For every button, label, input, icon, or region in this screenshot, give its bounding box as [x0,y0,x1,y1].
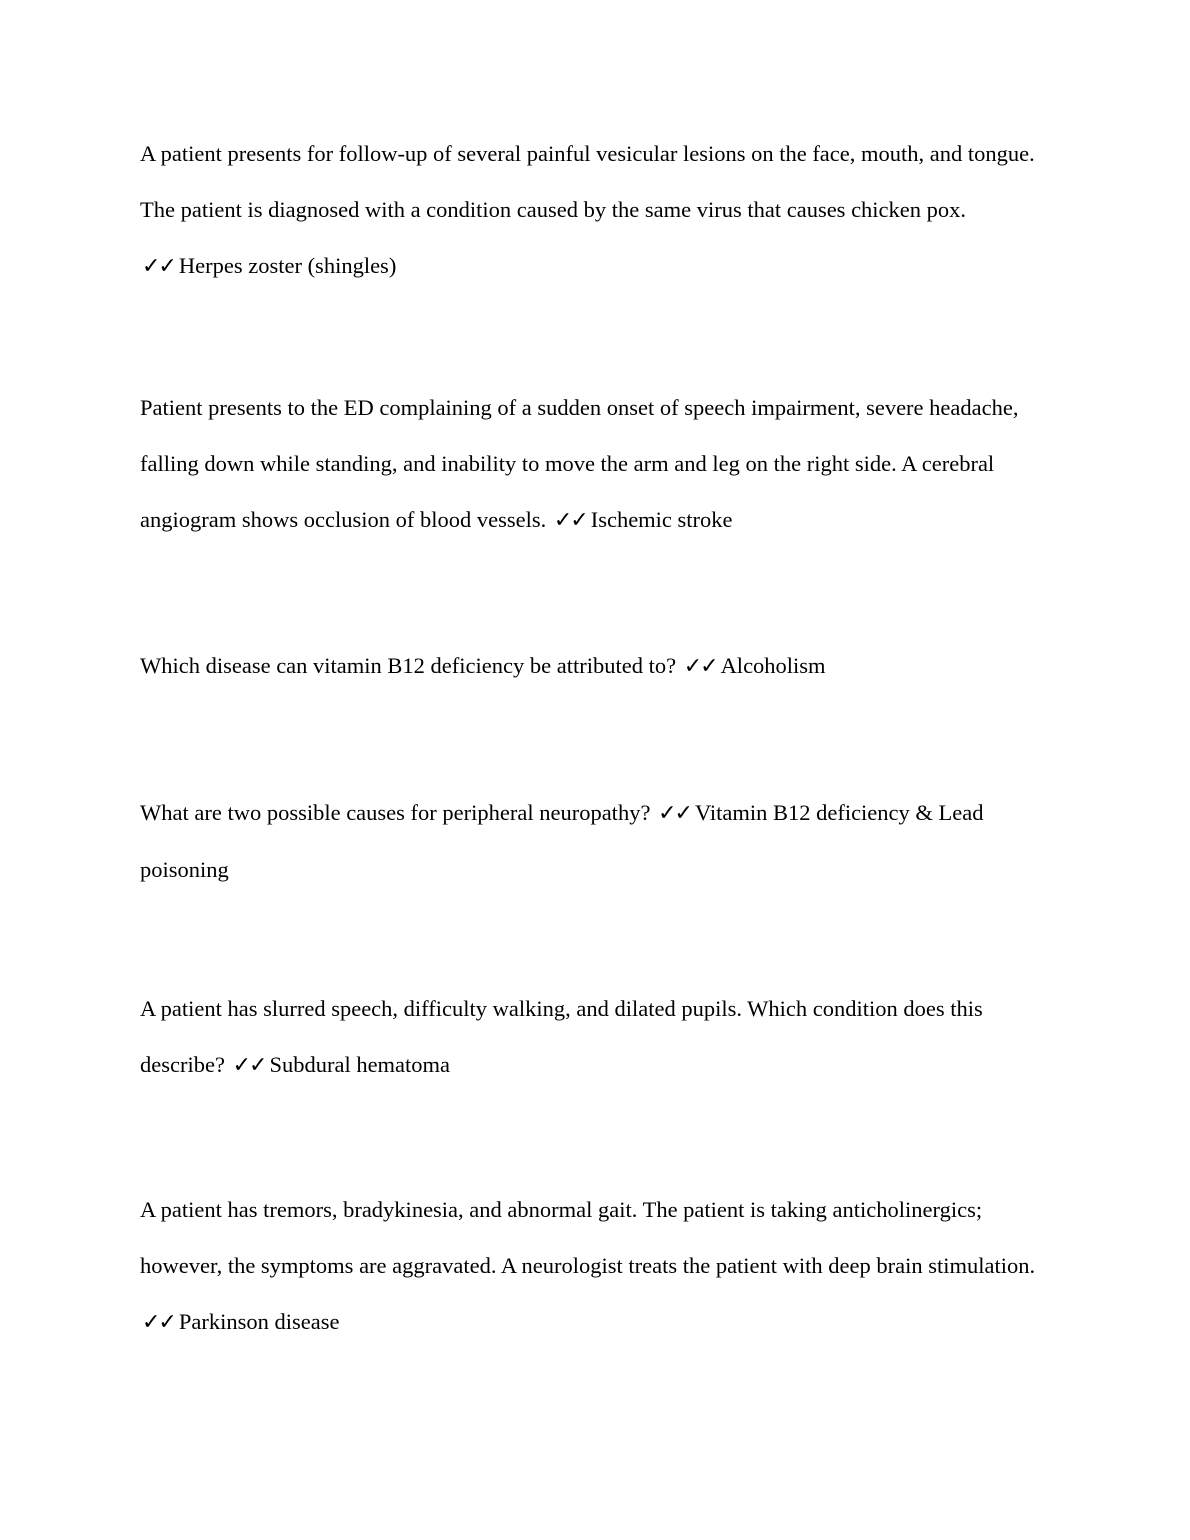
answer-text: Parkinson disease [178,1309,340,1334]
answer-text: Alcoholism [720,653,826,678]
question-text: Which disease can vitamin B12 deficiency be attributed to? [140,653,677,678]
answer-text: Ischemic stroke [590,507,733,532]
double-check-icon: ✓✓ [683,654,717,679]
double-check-icon: ✓✓ [142,254,175,279]
answer-text: Vitamin B12 deficiency & Lead poisoning [140,800,984,882]
qa-item [140,126,1060,295]
answer-text: Subdural hematoma [269,1052,451,1077]
qa-item [140,638,1060,695]
qa-item [140,785,1060,898]
qa-item [140,1182,1060,1351]
question-text: What are two possible causes for peripheral neuropathy? [140,800,651,825]
double-check-icon: ✓✓ [658,801,691,826]
question-text: Patient presents to the ED complaining of a sudden onset of speech impairment, severe headache, falling down while standing, and inability to move the arm and leg on the right side. A cerebral angiogram shows occlusion of blood vessels. [140,395,1019,532]
qa-item [140,981,1060,1094]
double-check-icon: ✓✓ [553,508,587,533]
double-check-icon: ✓✓ [142,1310,175,1335]
answer-text: Herpes zoster (shingles) [178,253,397,278]
question-text: A patient has slurred speech, difficulty walking, and dilated pupils. Which condition does this describe? [140,996,983,1077]
question-text: A patient has tremors, bradykinesia, and abnormal gait. The patient is taking anticholinergics; however, the symptoms are aggravated. A neurologist treats the patient with deep brain stimulation. [140,1197,1036,1278]
qa-item [140,380,1060,549]
double-check-icon: ✓✓ [232,1053,266,1078]
question-text: A patient presents for follow-up of several painful vesicular lesions on the face, mouth, and tongue. The patient is diagnosed with a condition caused by the same virus that causes chicken pox. [140,141,1035,222]
